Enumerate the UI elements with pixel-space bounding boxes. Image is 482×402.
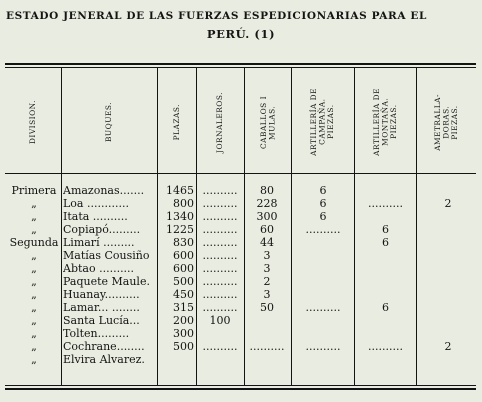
ametralladoras-cell [420,236,476,249]
plazas-cell: 800 [173,197,194,210]
header-montana-line-1: ARTILLERÍA DE [371,88,381,156]
caballos-cell [246,327,288,340]
table-row [0,236,482,249]
header-campana-line-3: PIEZAS. [326,104,336,140]
campana-cell [295,314,351,327]
table-row [0,249,482,262]
ametralladoras-cell [420,210,476,223]
jornaleros-cell: .......... [202,184,238,197]
table-row [0,301,482,314]
ametralladoras-cell [420,184,476,197]
header-campana-line-1: ARTILLERÍA DE [309,88,319,156]
caballos-cell [246,314,288,327]
header-artilleria-montana [355,74,416,170]
ametralladoras-cell [420,275,476,288]
plazas-cell: 830 [173,236,194,249]
header-bottom-rule [5,173,476,174]
montana-cell [357,210,414,223]
montana-cell [357,249,414,262]
division-cell: „ [31,197,37,210]
caballos-cell: 300 [256,210,278,223]
header-division [6,74,61,170]
header-buques [62,74,157,170]
jornaleros-cell: .......... [202,236,238,249]
buque-cell: Matías Cousiño [63,249,150,262]
campana-cell: 6 [319,184,327,197]
header-division-label: DIVISION. [28,100,38,144]
table-row [0,210,482,223]
division-cell: Primera [11,184,57,197]
division-cell: „ [31,262,37,275]
caballos-cell: .......... [249,340,285,353]
header-artilleria-campana [292,74,354,170]
plazas-cell: 450 [173,288,194,301]
caballos-cell [246,353,288,366]
buque-cell: Tolten......... [63,327,130,340]
buque-cell: Itata .......... [63,210,128,223]
campana-cell [295,327,351,340]
division-cell: Segunda [9,236,59,249]
campana-cell [295,275,351,288]
jornaleros-cell: .......... [202,249,238,262]
division-cell: „ [31,249,37,262]
buque-cell: Abtao .......... [63,262,135,275]
caballos-cell: 228 [256,197,278,210]
caballos-cell: 3 [263,262,271,275]
campana-cell: 6 [319,210,327,223]
montana-cell [357,353,414,366]
jornaleros-cell: .......... [202,197,238,210]
header-ametra-line-1: AMETRALLA- [432,93,442,151]
montana-cell: .......... [368,340,403,353]
buque-cell: Copiapó......... [63,223,141,236]
table-row [0,184,482,197]
montana-cell [357,262,414,275]
header-caballos-label [260,96,277,149]
montana-cell [357,275,414,288]
header-buques-label: BUQUES. [104,102,114,142]
division-cell: „ [31,327,37,340]
plazas-cell: 1465 [166,184,194,197]
header-ametralladoras [417,74,476,170]
buque-cell: Santa Lucía... [63,314,140,327]
campana-cell [295,262,351,275]
campana-cell [295,353,351,366]
table-row [0,288,482,301]
header-caballos-line-2: MULAS. [267,104,276,140]
jornaleros-cell [199,353,241,366]
top-double-rule-b [5,67,476,68]
ametralladoras-cell: 2 [444,340,452,353]
buque-cell: Amazonas....... [63,184,145,197]
plazas-cell [158,353,194,366]
header-ametra-line-2: DORAS. [441,105,451,139]
caballos-cell: 80 [260,184,274,197]
bottom-double-rule-a [5,385,476,386]
ametralladoras-cell: 2 [444,197,452,210]
caballos-cell: 60 [260,223,274,236]
table-row [0,223,482,236]
campana-cell [295,249,351,262]
ametralladoras-cell [420,262,476,275]
jornaleros-cell: .......... [202,301,238,314]
buque-cell: Paquete Maule. [63,275,150,288]
buque-cell: Loa ............ [63,197,129,210]
ametralladoras-cell [420,249,476,262]
header-montana-line-2: MONTAÑA. [380,97,390,147]
jornaleros-cell: .......... [202,275,238,288]
montana-cell: 6 [382,301,389,314]
table-row [0,314,482,327]
table-row [0,197,482,210]
header-artilleria-montana-label [373,88,399,156]
jornaleros-cell: .......... [202,262,238,275]
plazas-cell: 315 [173,301,194,314]
buque-cell: Limarí ......... [63,236,135,249]
division-cell: „ [31,288,37,301]
header-ametra-line-3: PIEZAS. [449,104,459,140]
montana-cell: 6 [382,236,389,249]
table-row [0,353,482,366]
plazas-cell: 500 [173,340,194,353]
table-row [0,275,482,288]
montana-cell [357,314,414,327]
jornaleros-cell: .......... [202,223,238,236]
plazas-cell: 1340 [166,210,194,223]
division-cell: „ [31,353,37,366]
plazas-cell: 500 [173,275,194,288]
ametralladoras-cell [420,223,476,236]
top-double-rule-a [5,63,476,65]
campana-cell [295,288,351,301]
campana-cell: .......... [305,223,341,236]
ametralladoras-cell [420,301,476,314]
caballos-cell: 50 [260,301,274,314]
division-cell: „ [31,340,37,353]
ametralladoras-cell [420,353,476,366]
division-cell: „ [31,275,37,288]
plazas-cell: 1225 [166,223,194,236]
jornaleros-cell [199,327,241,340]
campana-cell: .......... [305,340,341,353]
campana-cell: 6 [319,197,327,210]
jornaleros-cell: 100 [209,314,231,327]
caballos-cell: 3 [263,249,271,262]
plazas-cell: 300 [173,327,194,340]
header-montana-line-3: PIEZAS. [388,104,398,140]
header-jornaleros [197,74,244,170]
header-jornaleros-label: JORNALEROS. [215,91,225,153]
plazas-cell: 600 [173,249,194,262]
jornaleros-cell: .......... [202,210,238,223]
title-line-1: ESTADO JENERAL DE LAS FUERZAS ESPEDICIONARIAS PARA EL [6,10,427,22]
header-caballos [245,74,291,170]
table-row [0,327,482,340]
montana-cell [357,288,414,301]
ametralladoras-cell [420,327,476,340]
montana-cell [357,184,414,197]
plazas-cell: 200 [173,314,194,327]
header-artilleria-campana-label [310,88,336,156]
document-title [6,10,476,41]
caballos-cell: 44 [260,236,274,249]
header-campana-line-2: CAMPAÑA. [317,98,327,146]
buque-cell: Cochrane........ [63,340,145,353]
caballos-cell: 3 [263,288,271,301]
division-cell: „ [31,301,37,314]
jornaleros-cell: .......... [202,288,238,301]
division-cell: „ [31,210,37,223]
jornaleros-cell: .......... [202,340,238,353]
header-plazas-label: PLAZAS. [171,103,181,141]
table-row [0,262,482,275]
campana-cell [295,236,351,249]
ametralladoras-cell [420,288,476,301]
ametralladoras-cell [420,314,476,327]
bottom-double-rule-b [5,388,476,390]
montana-cell: .......... [368,197,403,210]
table-row [0,340,482,353]
buque-cell: Lamar... ........ [63,301,140,314]
division-cell: „ [31,223,37,236]
montana-cell: 6 [382,223,389,236]
buque-cell: Huanay.......... [63,288,140,301]
division-cell: „ [31,314,37,327]
header-plazas [158,74,196,170]
header-caballos-line-1: CABALLOS I [258,95,268,149]
montana-cell [357,327,414,340]
header-ametralladoras-label [434,94,460,151]
buque-cell: Elvira Alvarez. [63,353,145,366]
plazas-cell: 600 [173,262,194,275]
title-line-2: PERÚ. (1) [206,27,276,41]
campana-cell: .......... [305,301,341,314]
caballos-cell: 2 [263,275,271,288]
